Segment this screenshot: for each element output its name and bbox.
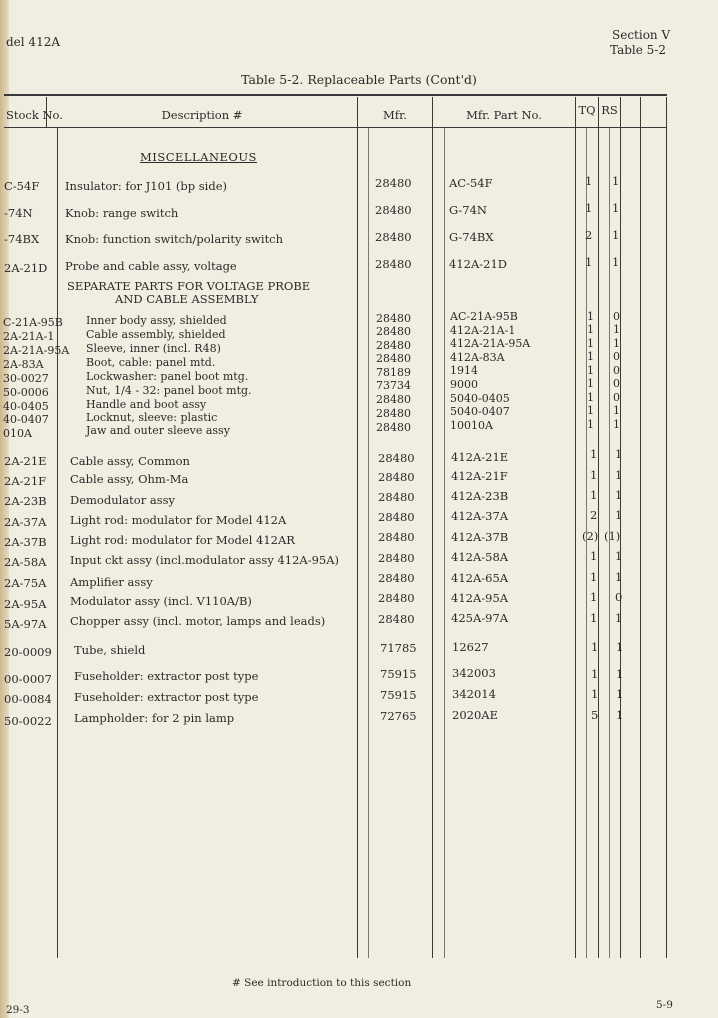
cell-part-no: 2020AE bbox=[452, 708, 498, 722]
cell-rs: 0 bbox=[613, 377, 620, 390]
cell-rs: 1 bbox=[615, 508, 623, 522]
cell-description: Input ckt assy (incl.modulator assy 412A-95A) bbox=[70, 553, 340, 567]
col-header-stock: Stock No. bbox=[6, 108, 63, 122]
cell-stock: 00-0084 bbox=[4, 692, 52, 706]
cell-mfr: 28480 bbox=[378, 612, 415, 626]
cell-tq: 1 bbox=[590, 468, 598, 482]
cell-tq: 1 bbox=[591, 687, 599, 701]
cell-part-no: 412A-21A-95A bbox=[450, 337, 531, 350]
cell-mfr: 28480 bbox=[376, 393, 411, 406]
cell-part-no: 412A-37B bbox=[451, 530, 509, 544]
cell-part-no: 412A-58A bbox=[451, 550, 509, 564]
cell-rs: 1 bbox=[615, 488, 623, 502]
cell-tq: 1 bbox=[585, 255, 593, 269]
col-sep-mfr bbox=[432, 97, 433, 958]
cell-mfr: 28480 bbox=[376, 325, 411, 338]
cell-rs: (1) bbox=[604, 529, 621, 543]
cell-mfr: 28480 bbox=[375, 203, 412, 217]
cell-stock: 2A-23B bbox=[4, 494, 47, 508]
col-sep-stock-body bbox=[57, 128, 58, 958]
cell-mfr: 28480 bbox=[378, 470, 415, 484]
cell-description: Lampholder: for 2 pin lamp bbox=[74, 711, 235, 725]
cell-rs: 1 bbox=[613, 323, 620, 336]
cell-mfr: 28480 bbox=[375, 257, 412, 271]
cell-rs: 0 bbox=[613, 391, 620, 404]
cell-description: Sleeve, inner (incl. R48) bbox=[86, 342, 221, 355]
cell-tq: 1 bbox=[587, 404, 594, 417]
cell-stock: 5A-97A bbox=[4, 617, 47, 631]
cell-mfr: 71785 bbox=[380, 641, 417, 655]
cell-stock: C-21A-95B bbox=[3, 316, 63, 329]
cell-tq: 1 bbox=[587, 391, 594, 404]
cell-part-no: 9000 bbox=[450, 378, 478, 391]
cell-description: Fuseholder: extractor post type bbox=[74, 669, 259, 683]
col-header-part-no: Mfr. Part No. bbox=[466, 108, 542, 122]
cell-mfr: 28480 bbox=[378, 571, 415, 585]
cell-part-no: 342003 bbox=[452, 666, 496, 680]
cell-stock: 2A-83A bbox=[3, 358, 44, 371]
cell-tq: 1 bbox=[587, 350, 594, 363]
cell-part-no: 412A-65A bbox=[451, 571, 509, 585]
cell-tq: 1 bbox=[590, 488, 598, 502]
cell-rs: 0 bbox=[615, 590, 623, 604]
col-sep-desc bbox=[357, 97, 358, 958]
cell-mfr: 28480 bbox=[378, 591, 415, 605]
cell-mfr: 72765 bbox=[380, 709, 417, 723]
cell-stock: 20-0009 bbox=[4, 645, 52, 659]
cell-rs: 1 bbox=[616, 708, 624, 722]
cell-stock: C-54F bbox=[4, 179, 40, 193]
cell-tq: 1 bbox=[590, 611, 598, 625]
table-title: Table 5-2. Replaceable Parts (Cont'd) bbox=[241, 72, 477, 87]
cell-rs: 1 bbox=[616, 687, 624, 701]
cell-rs: 1 bbox=[615, 468, 623, 482]
cell-stock: -74BX bbox=[4, 232, 40, 246]
cell-part-no: 412A-21A-1 bbox=[450, 324, 516, 337]
cell-rs: 1 bbox=[615, 549, 623, 563]
cell-mfr: 28480 bbox=[376, 352, 411, 365]
cell-description: Insulator: for J101 (bp side) bbox=[65, 179, 228, 193]
cell-rs: 1 bbox=[613, 337, 620, 350]
cell-description: Fuseholder: extractor post type bbox=[74, 690, 259, 704]
cell-description: Boot, cable: panel mtd. bbox=[86, 356, 216, 369]
cell-part-no: 10010A bbox=[450, 419, 493, 432]
cell-stock: 00-0007 bbox=[4, 672, 52, 686]
cell-description: Chopper assy (incl. motor, lamps and leads) bbox=[70, 614, 326, 628]
cell-rs: 1 bbox=[612, 201, 620, 215]
cell-stock: 2A-37A bbox=[4, 515, 47, 529]
cell-rs: 0 bbox=[613, 364, 620, 377]
cell-tq: 1 bbox=[585, 201, 593, 215]
cell-part-no: 412A-95A bbox=[451, 591, 509, 605]
cell-rs: 1 bbox=[615, 611, 623, 625]
cell-description: Handle and boot assy bbox=[86, 398, 207, 411]
cell-stock: 30-0027 bbox=[3, 372, 49, 385]
cell-description: Tube, shield bbox=[74, 643, 146, 657]
cell-rs: 0 bbox=[613, 350, 620, 363]
cell-description: Jaw and outer sleeve assy bbox=[86, 424, 230, 437]
cell-description: Probe and cable assy, voltage bbox=[65, 259, 237, 273]
cell-mfr: 28480 bbox=[376, 339, 411, 352]
cell-tq: 5 bbox=[591, 708, 599, 722]
cell-part-no: AC-21A-95B bbox=[450, 310, 518, 323]
cell-part-no: 1914 bbox=[450, 364, 478, 377]
cell-tq: 1 bbox=[590, 570, 598, 584]
cell-tq: 1 bbox=[590, 590, 598, 604]
cell-rs: 1 bbox=[616, 640, 624, 654]
col-sep-extra bbox=[640, 97, 641, 958]
cell-mfr: 28480 bbox=[378, 451, 415, 465]
cell-mfr: 75915 bbox=[380, 688, 417, 702]
cell-description: Nut, 1/4 - 32: panel boot mtg. bbox=[86, 384, 252, 397]
cell-mfr: 28480 bbox=[375, 176, 412, 190]
model-label: del 412A bbox=[6, 35, 61, 49]
cell-stock: 2A-75A bbox=[4, 576, 47, 590]
cell-description: Amplifier assy bbox=[70, 575, 153, 589]
col-sep-tq-inner bbox=[609, 128, 610, 958]
cell-stock: 010A bbox=[3, 427, 32, 440]
cell-mfr: 75915 bbox=[380, 667, 417, 681]
col-sep-desc-inner bbox=[368, 128, 369, 958]
cell-part-no: 425A-97A bbox=[451, 611, 509, 625]
cell-stock: 2A-58A bbox=[4, 555, 47, 569]
cell-mfr: 28480 bbox=[378, 490, 415, 504]
col-header-tq: TQ bbox=[578, 103, 596, 117]
cell-mfr: 28480 bbox=[375, 230, 412, 244]
cell-rs: 1 bbox=[613, 404, 620, 417]
cell-tq: 1 bbox=[591, 667, 599, 681]
cell-part-no: G-74BX bbox=[449, 230, 494, 244]
header-bottom-rule bbox=[4, 127, 667, 128]
cell-stock: 2A-21D bbox=[4, 261, 48, 275]
cell-description: Knob: function switch/polarity switch bbox=[65, 232, 284, 246]
cell-tq: 1 bbox=[587, 418, 594, 431]
section-label: Section V bbox=[612, 28, 671, 42]
cell-description: Cable assembly, shielded bbox=[86, 328, 226, 341]
col-sep-part-inner bbox=[586, 128, 587, 958]
cell-stock: 2A-95A bbox=[4, 597, 47, 611]
cell-description: Light rod: modulator for Model 412A bbox=[70, 513, 287, 527]
cell-stock: 50-0006 bbox=[3, 386, 49, 399]
cell-stock: 40-0405 bbox=[3, 400, 49, 413]
col-sep-tq bbox=[598, 97, 599, 958]
cell-tq: 1 bbox=[587, 337, 594, 350]
table-top-rule bbox=[4, 94, 667, 96]
table-right-edge bbox=[666, 97, 667, 958]
cell-mfr: 78189 bbox=[376, 366, 411, 379]
cell-part-no: 412A-21E bbox=[451, 450, 509, 464]
cell-rs: 1 bbox=[615, 447, 623, 461]
cell-stock: 2A-21A-95A bbox=[3, 344, 70, 357]
subsection-heading-line2: AND CABLE ASSEMBLY bbox=[115, 292, 259, 306]
cell-tq: 1 bbox=[590, 549, 598, 563]
cell-tq: 1 bbox=[590, 447, 598, 461]
cell-rs: 0 bbox=[613, 310, 620, 323]
cell-tq: 1 bbox=[587, 323, 594, 336]
cell-stock: 50-0022 bbox=[4, 714, 52, 728]
page-number: 5-9 bbox=[656, 999, 673, 1011]
cell-description: Demodulator assy bbox=[70, 493, 176, 507]
section-heading-miscellaneous: MISCELLANEOUS bbox=[140, 150, 257, 164]
cell-part-no: 5040-0407 bbox=[450, 405, 510, 418]
cell-part-no: 5040-0405 bbox=[450, 392, 510, 405]
cell-mfr: 28480 bbox=[376, 312, 411, 325]
subsection-heading-line1: SEPARATE PARTS FOR VOLTAGE PROBE bbox=[67, 279, 311, 293]
cell-description: Inner body assy, shielded bbox=[86, 314, 227, 327]
col-header-description: Description # bbox=[161, 108, 243, 122]
cell-rs: 1 bbox=[613, 418, 620, 431]
page-binding-edge bbox=[0, 0, 9, 1018]
cell-part-no: G-74N bbox=[449, 203, 487, 217]
cell-rs: 1 bbox=[612, 174, 620, 188]
cell-mfr: 28480 bbox=[376, 421, 411, 434]
cell-stock: 2A-21F bbox=[4, 474, 47, 488]
cell-part-no: 412A-23B bbox=[451, 489, 509, 503]
cell-rs: 1 bbox=[612, 228, 620, 242]
cell-tq: 1 bbox=[591, 640, 599, 654]
cell-description: Modulator assy (incl. V110A/B) bbox=[70, 594, 252, 608]
col-sep-rs bbox=[620, 97, 621, 958]
cell-rs: 1 bbox=[612, 255, 620, 269]
cell-part-no: 412A-21F bbox=[451, 469, 508, 483]
cell-mfr: 28480 bbox=[376, 407, 411, 420]
cell-description: Knob: range switch bbox=[65, 206, 179, 220]
page-footer-left: 29-3 bbox=[6, 1004, 30, 1016]
cell-part-no: 412A-37A bbox=[451, 509, 509, 523]
cell-stock: 2A-21E bbox=[4, 454, 47, 468]
cell-description: Light rod: modulator for Model 412AR bbox=[70, 533, 295, 547]
col-sep-mfr-inner bbox=[444, 128, 445, 958]
col-header-mfr: Mfr. bbox=[383, 108, 407, 122]
cell-description: Cable assy, Ohm-Ma bbox=[70, 472, 189, 486]
cell-part-no: 342014 bbox=[452, 687, 496, 701]
cell-tq: 1 bbox=[587, 310, 594, 323]
cell-rs: 1 bbox=[615, 570, 623, 584]
cell-description: Locknut, sleeve: plastic bbox=[86, 411, 218, 424]
cell-mfr: 28480 bbox=[378, 510, 415, 524]
cell-description: Cable assy, Common bbox=[70, 454, 190, 468]
cell-stock: 2A-37B bbox=[4, 535, 47, 549]
cell-tq: 1 bbox=[587, 364, 594, 377]
cell-tq: 2 bbox=[585, 228, 593, 242]
cell-part-no: 412A-83A bbox=[450, 351, 505, 364]
footnote: # See introduction to this section bbox=[232, 977, 412, 989]
cell-tq: 2 bbox=[590, 508, 598, 522]
cell-tq: 1 bbox=[585, 174, 593, 188]
cell-part-no: 412A-21D bbox=[449, 257, 507, 271]
cell-mfr: 28480 bbox=[378, 530, 415, 544]
col-sep-part bbox=[575, 97, 576, 958]
cell-part-no: AC-54F bbox=[449, 176, 493, 190]
cell-tq: 1 bbox=[587, 377, 594, 390]
cell-mfr: 28480 bbox=[378, 551, 415, 565]
cell-stock: 40-0407 bbox=[3, 413, 49, 426]
cell-rs: 1 bbox=[616, 667, 624, 681]
cell-stock: -74N bbox=[4, 206, 33, 220]
col-header-rs: RS bbox=[601, 103, 618, 117]
cell-stock: 2A-21A-1 bbox=[3, 330, 55, 343]
cell-description: Lockwasher: panel boot mtg. bbox=[86, 370, 249, 383]
cell-part-no: 12627 bbox=[452, 640, 489, 654]
cell-tq: (2) bbox=[582, 529, 599, 543]
cell-mfr: 73734 bbox=[376, 379, 411, 392]
table-ref-label: Table 5-2 bbox=[610, 43, 666, 57]
